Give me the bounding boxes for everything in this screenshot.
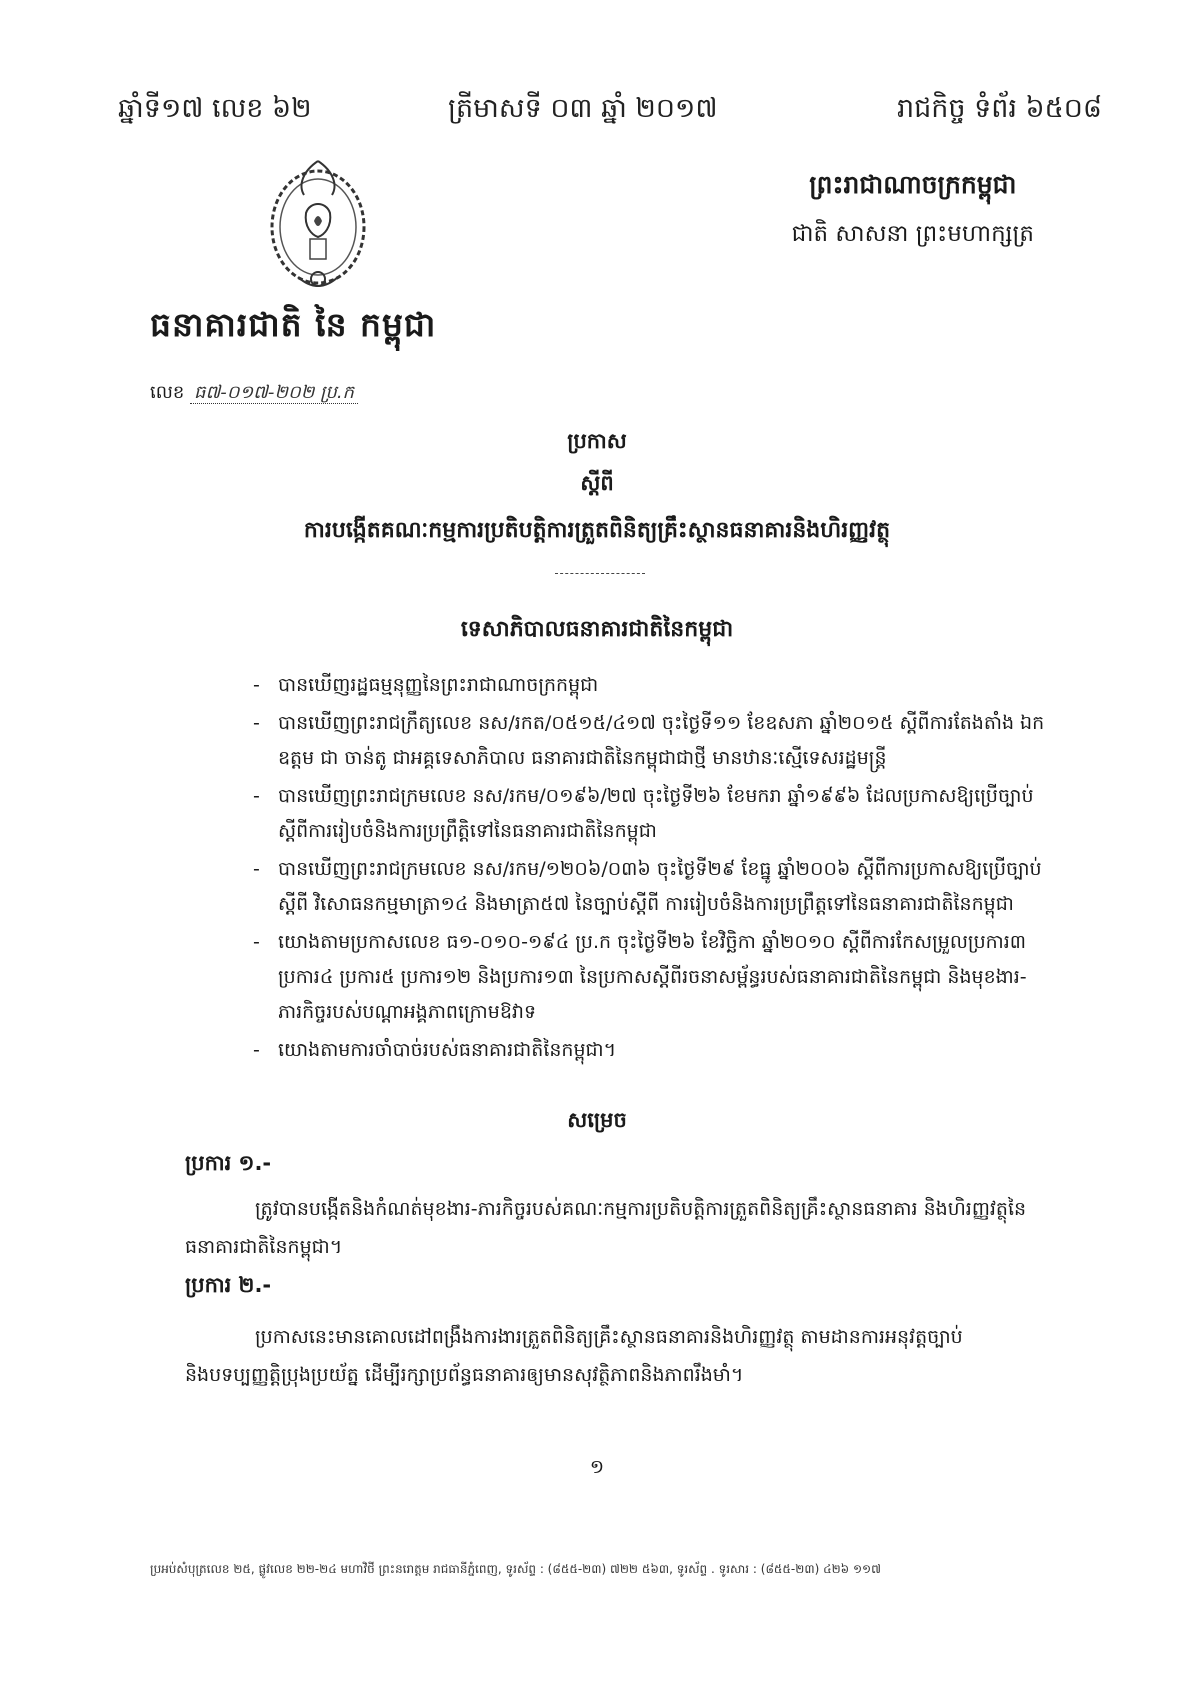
- preamble-item: - យោងតាមការចាំបាច់របស់ធនាគារជាតិនៃកម្ពុជា។: [253, 1033, 1053, 1068]
- issuer-title: ទេសាភិបាលធនាគារជាតិនៃកម្ពុជា: [460, 617, 734, 642]
- document-type-title: ប្រកាស: [567, 429, 627, 453]
- reference-number: [150, 380, 358, 407]
- article-2-heading: ប្រការ ២.-: [185, 1273, 272, 1297]
- preamble-list: [253, 668, 1053, 1071]
- document-about-label: ស្ដីពី: [580, 471, 614, 495]
- preamble-item: - បានឃើញព្រះរាជក្រមលេខ នស/រកម/១២០៦/០៣៦ ចុះថ្ងៃទី២៩ ខែធ្នូ ឆ្នាំ២០០៦ ស្ដីពីការប្រកាសឱ្យប្រើច្បាប់ស្ដីពី វិសោធនកម្មមាត្រា១៤ និងមាត្រា៥៧ នៃច្បាប់ស្ដីពី ការរៀបចំនិងការប្រព្រឹត្តទៅនៃធនាគារជាតិនៃកម្ពុជា: [253, 852, 1053, 922]
- article-2-text: ប្រកាសនេះមានគោលដៅពង្រឹងការងារត្រួតពិនិត្យគ្រឹះស្ថានធនាគារនិងហិរញ្ញវត្ថុ តាមដានការអនុវត្តច្បាប់ និងបទប្បញ្ញត្តិប្រុងប្រយ័ត្ន ដើម្បីរក្សាប្រព័ន្ធធនាគារឲ្យមានសុវត្ថិភាពនិងភាពរឹងមាំ។: [185, 1326, 963, 1386]
- national-bank-emblem-icon: [258, 155, 378, 305]
- gazette-date: ត្រីមាសទី ០៣ ឆ្នាំ ២០១៧: [448, 93, 718, 124]
- preamble-item: - យោងតាមប្រកាសលេខ ធ១-០១០-១៩៤ ប្រ.ក ចុះថ្ងៃទី២៦ ខែវិច្ឆិកា ឆ្នាំ២០១០ ស្ដីពីការកែសម្រួលប្រការ៣ ប្រការ៤ ប្រការ៥ ប្រការ១២ និងប្រការ១៣ នៃប្រកាសស្ដីពីរចនាសម្ព័ន្ធរបស់ធនាគារជាតិនៃកម្ពុជា និងមុខងារ-ភារកិច្ចរបស់បណ្ដាអង្គភាពក្រោមឱវាទ: [253, 925, 1053, 1030]
- bank-name: ធនាគារជាតិ នៃ កម្ពុជា: [150, 305, 437, 344]
- national-motto: ជាតិ សាសនា ព្រះមហាក្សត្រ: [791, 221, 1034, 247]
- article-1-heading: ប្រការ ១.-: [185, 1151, 272, 1175]
- kingdom-name: ព្រះរាជាណាចក្រកម្ពុជា: [809, 170, 1017, 199]
- document-subject: ការបង្កើតគណៈកម្មការប្រតិបត្តិការត្រួតពិនិត្យគ្រឹះស្ថានធនាគារនិងហិរញ្ញវត្ថុ: [303, 518, 891, 543]
- preamble-item: - បានឃើញព្រះរាជក្រឹត្យលេខ នស/រកត/០៥១៥/៤១៧ ចុះថ្ងៃទី១១ ខែឧសភា ឆ្នាំ២០១៥ ស្ដីពីការតែងតាំង ឯកឧត្តម ជា ចាន់តូ ជាអគ្គទេសាភិបាល ធនាគារជាតិនៃកម្ពុជាជាថ្មី មានឋានៈស្មើទេសរដ្ឋមន្ត្រី: [253, 706, 1053, 776]
- decision-heading: សម្រេច: [567, 1108, 627, 1132]
- reference-value: ធ៧-០១៧-២០២ ប្រ.ក: [190, 382, 358, 404]
- gazette-page: រាជកិច្ច ទំព័រ ៦៥០៨: [896, 93, 1102, 124]
- page-number: ១: [589, 1456, 605, 1478]
- preamble-item: - បានឃើញព្រះរាជក្រមលេខ នស/រកម/០១៩៦/២៧ ចុះថ្ងៃទី២៦ ខែមករា ឆ្នាំ១៩៩៦ ដែលប្រកាសឱ្យប្រើច្បាប់ស្ដីពីការរៀបចំនិងការប្រព្រឹត្តិទៅនៃធនាគារជាតិនៃកម្ពុជា: [253, 779, 1053, 849]
- gazette-year-issue: ឆ្នាំទី១៧ លេខ ៦២: [118, 93, 312, 124]
- reference-label: លេខ: [150, 382, 185, 403]
- kingdom-motto-block: [792, 170, 1034, 253]
- footer-address: ប្រអប់សំបុត្រលេខ ២៥, ផ្លូវលេខ ២២-២៤ មហាវិថី ព្រះនរោត្តម រាជធានីភ្នំពេញ, ទូរស័ព្ទ : (៨៥៥-២៣) ៧២២ ៥៦៣, ទូរស័ព្ទ . ទូរសារ : (៨៥៥-២៣) ៤២៦ ១១៧: [150, 1562, 881, 1576]
- title-separator: [555, 573, 645, 574]
- article-1-text: ត្រូវបានបង្កើតនិងកំណត់មុខងារ-ភារកិច្ចរបស់គណៈកម្មការប្រតិបត្តិការត្រួតពិនិត្យគ្រឹះស្ថានធនាគារ និងហិរញ្ញវត្ថុនៃធនាគារជាតិនៃកម្ពុជា។: [185, 1198, 1027, 1258]
- preamble-item: - បានឃើញរដ្ឋធម្មនុញ្ញនៃព្រះរាជាណាចក្រកម្ពុជា: [253, 668, 1053, 703]
- gazette-header: [118, 92, 1102, 132]
